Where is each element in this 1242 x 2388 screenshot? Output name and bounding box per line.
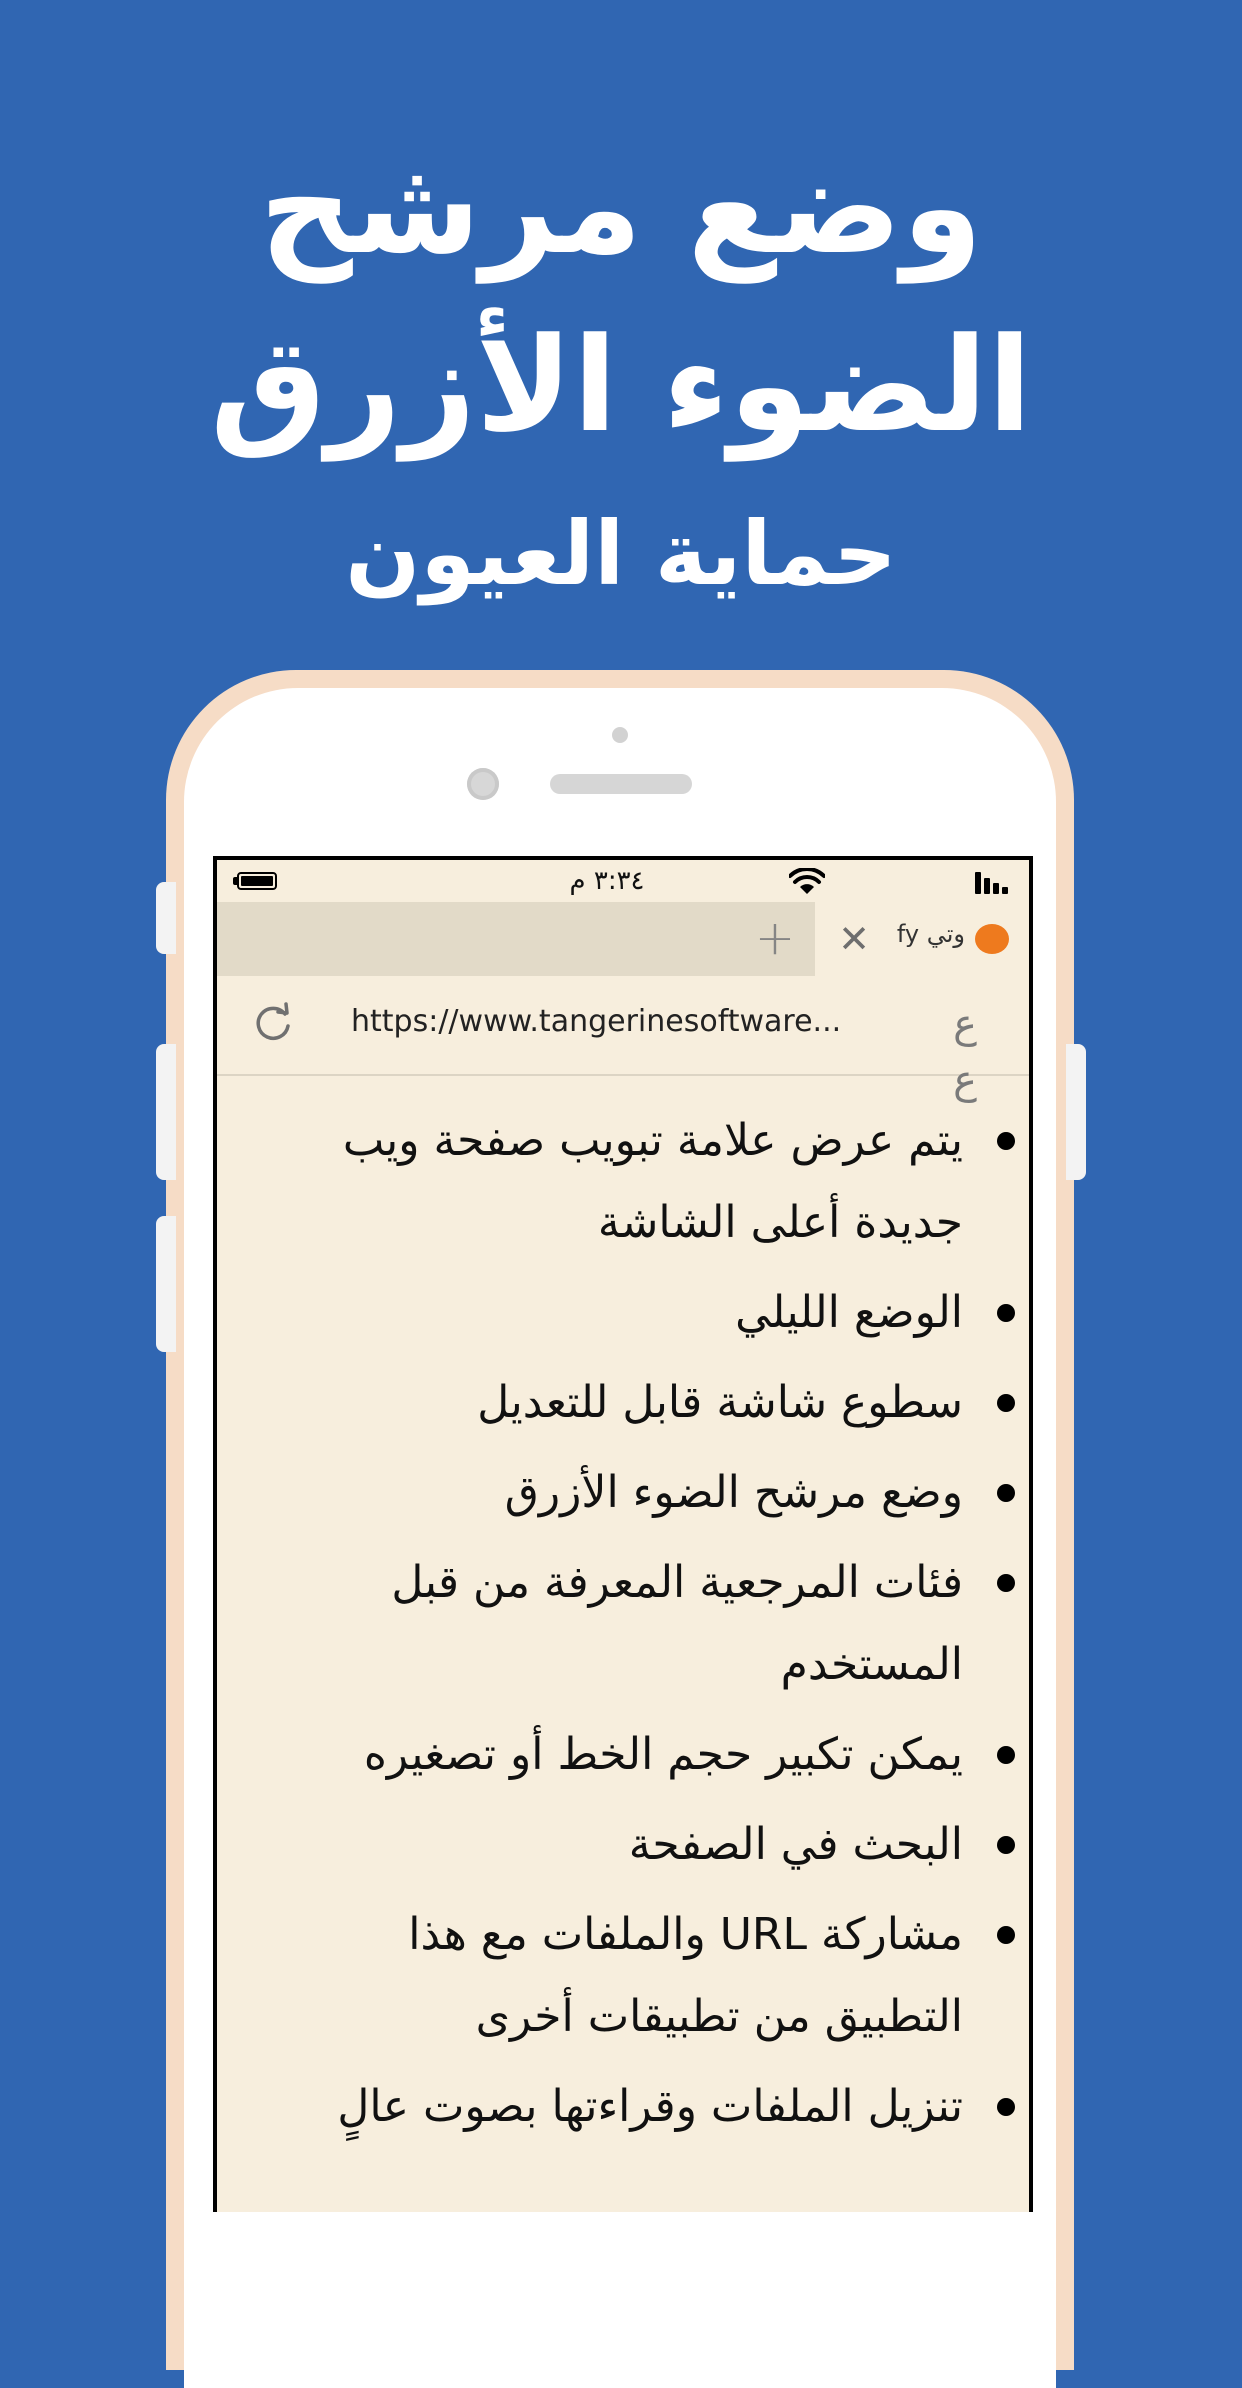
tab-strip-empty-area: [217, 902, 815, 976]
feature-item: وضع مرشح الضوء الأزرق: [217, 1452, 1029, 1534]
url-field[interactable]: https://www.tangerinesoftware...: [351, 1004, 842, 1039]
status-bar: [217, 860, 1029, 902]
wifi-icon: [789, 868, 825, 896]
address-bar: [217, 976, 1029, 1103]
tab-current[interactable]: [815, 902, 1029, 976]
phone-power-button: [1066, 1044, 1086, 1180]
tab-bar: [217, 902, 1029, 976]
proximity-sensor: [612, 727, 628, 743]
tab-title: ﻭﺗﻲ fy: [896, 920, 965, 948]
status-time: ٣:٣٤ م: [569, 866, 645, 896]
battery-icon: [237, 872, 277, 890]
close-tab-icon[interactable]: ✕: [838, 917, 870, 961]
feature-item: الوضع الليلي: [217, 1272, 1029, 1354]
page-content: [217, 1100, 1029, 2156]
feature-item: تنزيل الملفات وقراءتها بصوت عالٍ: [217, 2066, 1029, 2148]
front-camera: [467, 768, 499, 800]
phone-mute-switch: [156, 882, 176, 954]
headline-line-1: وضع مرشح: [259, 131, 983, 283]
new-tab-button[interactable]: +: [754, 910, 796, 966]
feature-item: البحث في الصفحة: [217, 1804, 1029, 1886]
headline-line-2: الضوء الأزرق: [210, 309, 1032, 461]
cellular-signal-icon: [975, 872, 1013, 894]
feature-item: يتم عرض علامة تبويب صفحة ويب جديدة أعلى الشاشة: [217, 1100, 1029, 1264]
earpiece-speaker: [550, 774, 692, 794]
phone-screen: [213, 856, 1033, 2212]
phone-volume-up-button: [156, 1044, 176, 1180]
headline-subtitle: حماية العيون: [345, 502, 897, 605]
feature-item: يمكن تكبير حجم الخط أو تصغيره: [217, 1714, 1029, 1796]
tangerine-favicon-icon: [975, 924, 1009, 954]
feature-item: مشاركة URL والملفات مع هذا التطبيق من تطبيقات أخرى: [217, 1894, 1029, 2058]
feature-item: فئات المرجعية المعرفة من قبل المستخدم: [217, 1542, 1029, 1706]
feature-item: سطوع شاشة قابل للتعديل: [217, 1362, 1029, 1444]
phone-volume-down-button: [156, 1216, 176, 1352]
reload-icon[interactable]: [247, 998, 299, 1050]
font-size-button[interactable]: ع ع: [953, 1001, 977, 1103]
feature-list: [217, 1100, 1029, 2148]
battery-level: [241, 876, 273, 886]
